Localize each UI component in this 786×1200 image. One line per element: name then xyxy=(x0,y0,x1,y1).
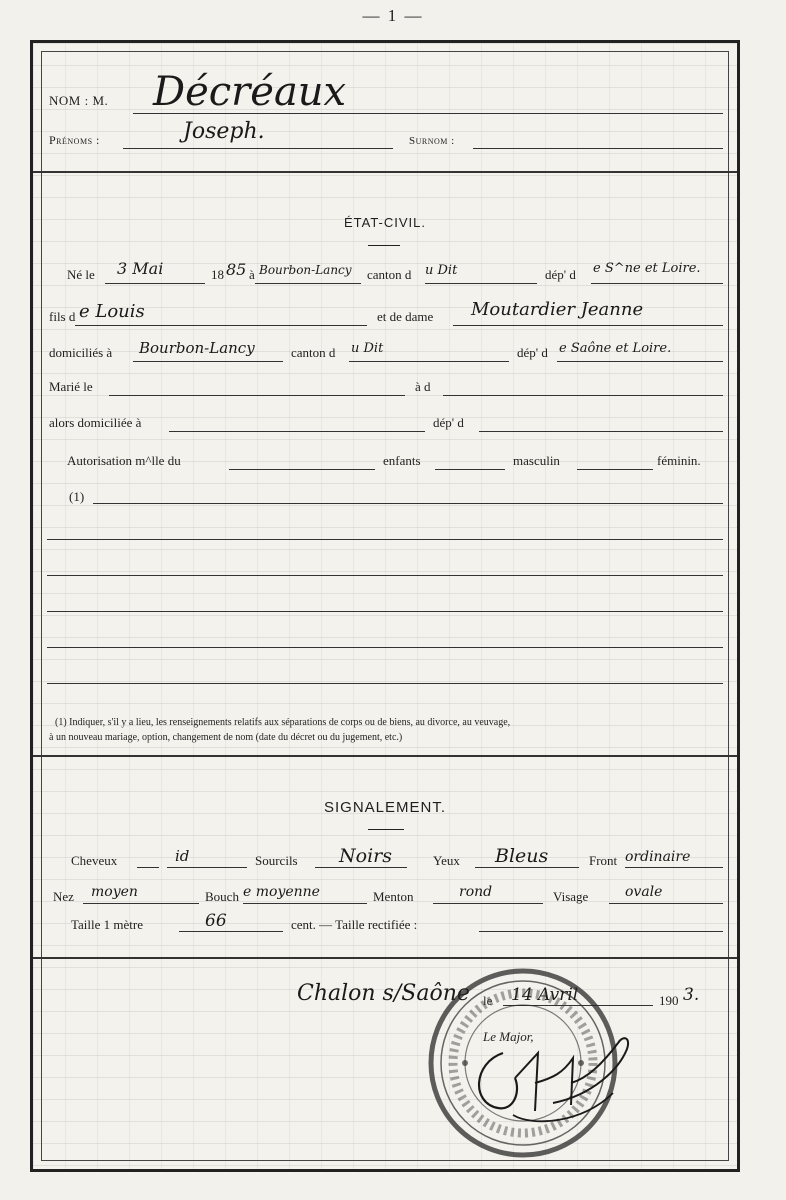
masculin-label: masculin xyxy=(513,453,560,468)
domicile-line xyxy=(133,361,283,362)
nom-line xyxy=(133,113,723,114)
marie-line xyxy=(109,395,405,396)
remark-line-2 xyxy=(47,539,723,540)
masculin-line xyxy=(577,469,653,470)
enfants-line xyxy=(435,469,505,470)
section-divider-1 xyxy=(33,171,737,173)
birth-date: 3 Mai xyxy=(117,259,164,278)
mother-label: et de dame xyxy=(377,309,434,324)
taille-line xyxy=(179,931,283,932)
closing-year-prefix: 190 xyxy=(659,993,679,1008)
alors-line xyxy=(169,431,425,432)
bouche-value: e moyenne xyxy=(243,884,320,900)
nom-value: Décréaux xyxy=(153,69,347,115)
birth-year: 85 xyxy=(226,260,247,279)
nom-label: NOM : M. xyxy=(49,93,109,108)
marie-a-line xyxy=(443,395,723,396)
surnom-line xyxy=(473,148,723,149)
mother-line xyxy=(453,325,723,326)
bouche-label: Bouch xyxy=(205,889,239,904)
yeux-label: Yeux xyxy=(433,853,460,868)
remark-line-4 xyxy=(47,611,723,612)
cent-label: cent. — Taille rectifiée : xyxy=(291,917,418,932)
major-label: Le Major, xyxy=(483,1029,534,1044)
signature-icon xyxy=(443,1023,643,1133)
feminin-label: féminin. xyxy=(657,453,701,468)
dep-value-2: e Saône et Loire. xyxy=(559,341,672,356)
canton-value-2: u Dit xyxy=(351,341,384,356)
marie-label: Marié le xyxy=(49,379,93,394)
dep-label-1: dép' d xyxy=(545,267,576,282)
visage-label: Visage xyxy=(553,889,589,904)
bouche-line xyxy=(243,903,367,904)
birth-date-line xyxy=(105,283,205,284)
dep-value-1: e S^ne et Loire. xyxy=(593,261,701,276)
section-divider-3 xyxy=(33,957,737,959)
menton-label: Menton xyxy=(373,889,414,904)
menton-value: rond xyxy=(459,884,493,900)
year-prefix: 18 xyxy=(211,267,224,282)
closing-place: Chalon s/Saône xyxy=(297,981,470,1006)
canton-label-1: canton d xyxy=(367,267,412,282)
prenoms-value: Joseph. xyxy=(183,119,265,144)
prenoms-line xyxy=(123,148,393,149)
closing-date: 14 Avril xyxy=(511,985,579,1005)
nez-line xyxy=(83,903,199,904)
alors-label: alors domiciliée à xyxy=(49,415,142,430)
domicile-value: Bourbon-Lancy xyxy=(139,339,255,357)
remark-line-5 xyxy=(47,647,723,648)
closing-year: 3. xyxy=(683,985,700,1005)
visage-value: ovale xyxy=(625,884,663,900)
front-value: ordinaire xyxy=(625,849,691,865)
remark-line-1 xyxy=(93,503,723,504)
enfants-label: enfants xyxy=(383,453,421,468)
prenoms-label: Prénoms : xyxy=(49,133,100,147)
front-line xyxy=(625,867,723,868)
etat-civil-heading: ÉTAT-CIVIL. xyxy=(343,215,427,230)
remark-line-6 xyxy=(47,683,723,684)
taille-label: Taille 1 mètre xyxy=(71,917,144,932)
autorisation-label: Autorisation m^lle du xyxy=(67,453,181,468)
dep-label-3: dép' d xyxy=(433,415,464,430)
sourcils-value: Noirs xyxy=(339,845,392,867)
footnote-marker: (1) xyxy=(69,489,85,504)
remark-line-3 xyxy=(47,575,723,576)
nez-value: moyen xyxy=(91,884,138,900)
dep-label-2: dép' d xyxy=(517,345,548,360)
birth-place: Bourbon-Lancy xyxy=(259,263,352,277)
registration-form xyxy=(30,40,740,1172)
menton-line xyxy=(433,903,543,904)
footnote-line-2: à un nouveau mariage, option, changement de nom (date du décret ou du jugement, etc.) xyxy=(49,732,403,743)
domicilies-label: domiciliés à xyxy=(49,345,113,360)
heading-underline-2 xyxy=(368,829,404,830)
heading-underline-1 xyxy=(368,245,400,246)
front-label: Front xyxy=(589,853,618,868)
dep-line-2 xyxy=(557,361,723,362)
yeux-value: Bleus xyxy=(495,845,549,867)
canton-label-2: canton d xyxy=(291,345,336,360)
nez-label: Nez xyxy=(53,889,74,904)
surnom-label: Surnom : xyxy=(409,135,455,147)
yeux-line xyxy=(475,867,579,868)
footnote-line-1: (1) Indiquer, s'il y a lieu, les renseignements relatifs aux séparations de corps ou de biens, au divorce, au veuvage, xyxy=(55,717,511,728)
cheveux-label: Cheveux xyxy=(71,853,118,868)
a-label: à xyxy=(249,267,255,282)
birth-place-line xyxy=(255,283,361,284)
cheveux-value: id xyxy=(175,847,190,865)
sourcils-line xyxy=(315,867,407,868)
fils-label: fils d xyxy=(49,309,76,324)
taille-rectifiee-line xyxy=(479,931,723,932)
mother-value: Moutardier Jeanne xyxy=(471,299,644,320)
ne-le-label: Né le xyxy=(67,267,95,282)
section-divider-2 xyxy=(33,755,737,757)
father-line xyxy=(75,325,367,326)
canton-line-1 xyxy=(425,283,537,284)
dep-line-3 xyxy=(479,431,723,432)
marie-a-label: à d xyxy=(415,379,431,394)
cheveux-line-b xyxy=(167,867,247,868)
signalement-heading: SIGNALEMENT. xyxy=(323,799,447,816)
closing-le-label: le xyxy=(483,993,493,1008)
sourcils-label: Sourcils xyxy=(255,853,298,868)
dep-line-1 xyxy=(591,283,723,284)
cheveux-line-a xyxy=(137,867,159,868)
taille-value: 66 xyxy=(205,911,227,931)
visage-line xyxy=(609,903,723,904)
page-number: — 1 — xyxy=(362,6,424,25)
father-value: e Louis xyxy=(79,301,145,322)
canton-line-2 xyxy=(349,361,509,362)
autorisation-line xyxy=(229,469,375,470)
canton-value-1: u Dit xyxy=(425,263,458,278)
